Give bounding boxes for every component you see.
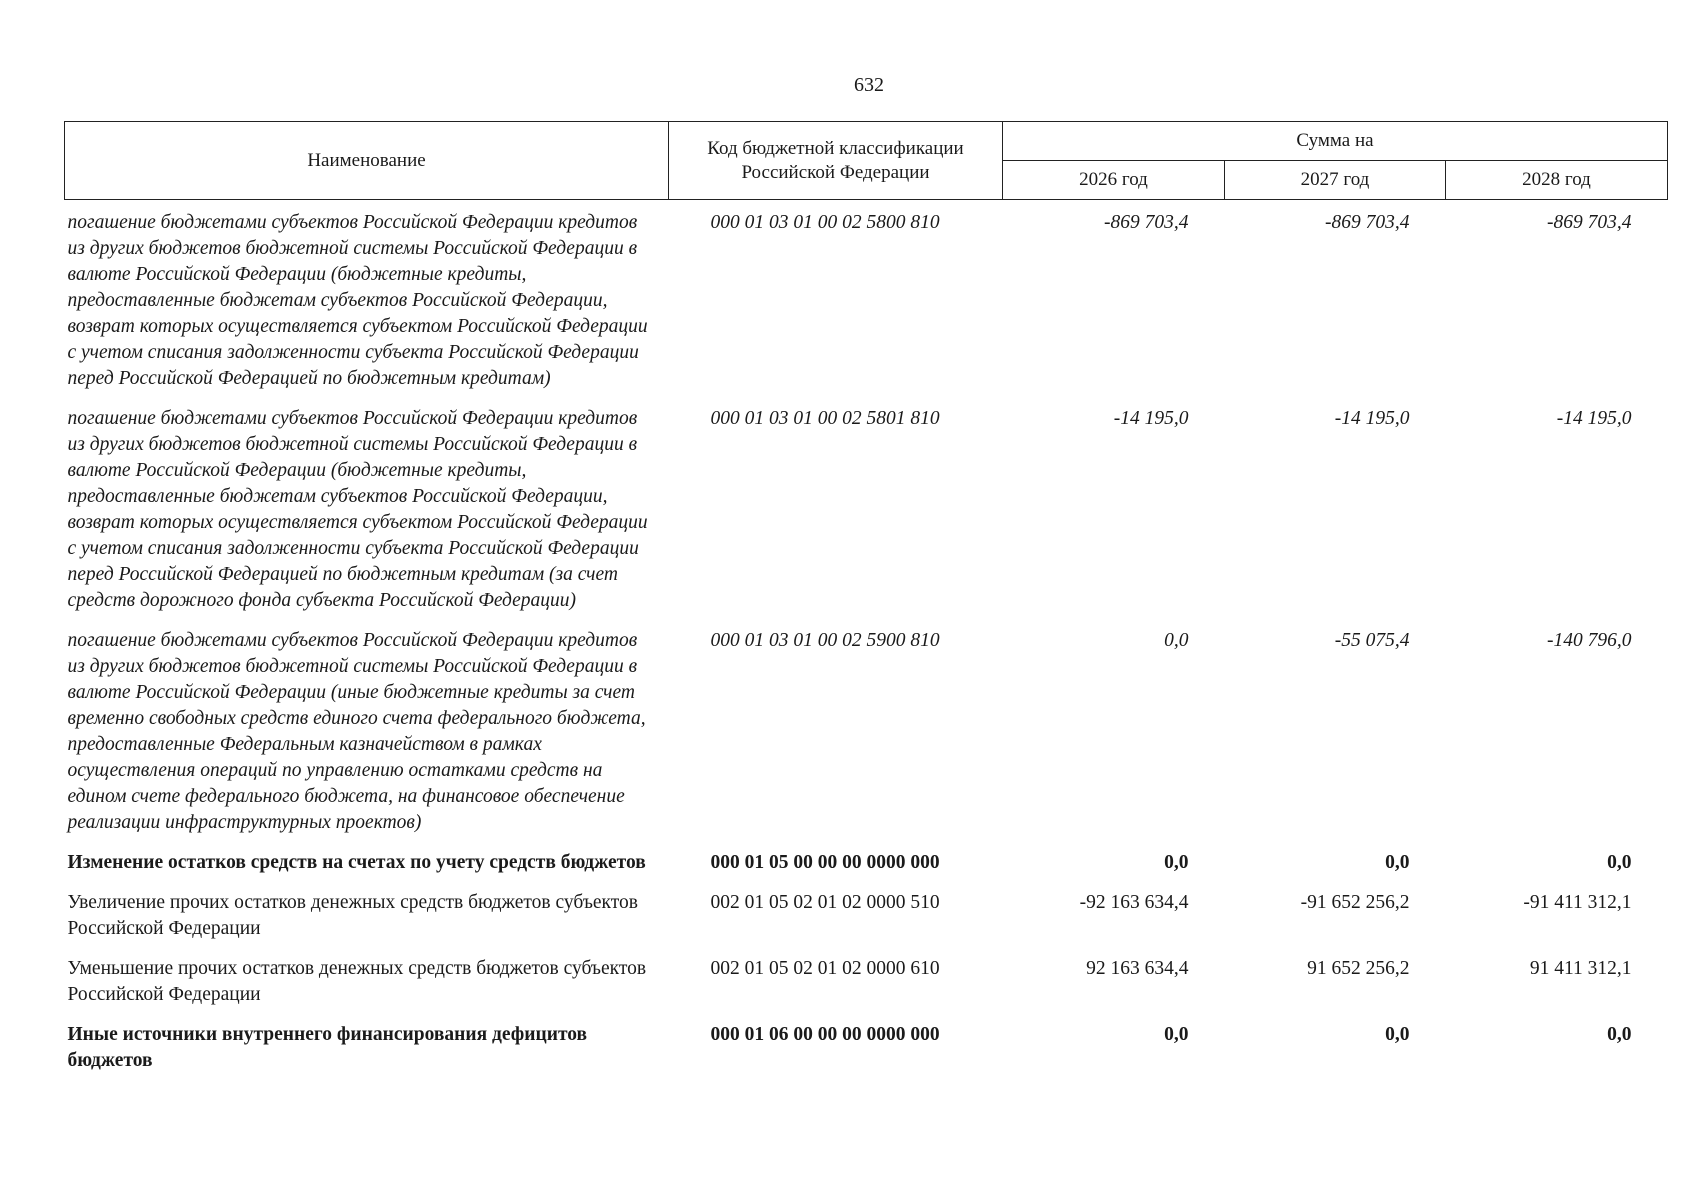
page-number: 632: [854, 74, 884, 96]
table-row: [65, 946, 1668, 1012]
table-header: [65, 122, 1668, 200]
row-value-2027: 0,0: [1385, 852, 1410, 873]
row-value-2027: -91 652 256,2: [1300, 892, 1410, 913]
row-value-2027: -14 195,0: [1334, 408, 1410, 429]
row-code: 002 01 05 02 01 02 0000 510: [710, 892, 940, 913]
row-code: 002 01 05 02 01 02 0000 610: [710, 958, 940, 979]
row-name: Уменьшение прочих остатков денежных средств бюджетов субъектов Российской Федерации: [67, 958, 647, 1005]
row-value-2026: -14 195,0: [1113, 408, 1189, 429]
row-code: 000 01 03 01 00 02 5900 810: [710, 630, 940, 651]
budget-table: [64, 121, 1668, 1078]
row-name: Изменение остатков средств на счетах по учету средств бюджетов: [67, 852, 646, 873]
header-year-2028: 2028 год: [1446, 161, 1668, 200]
row-value-2028: -140 796,0: [1547, 630, 1632, 651]
table-row: [65, 880, 1668, 946]
table-row: [65, 1012, 1668, 1078]
row-value-2026: 0,0: [1164, 852, 1189, 873]
row-value-2026: 0,0: [1164, 1024, 1189, 1045]
row-value-2027: 91 652 256,2: [1307, 958, 1410, 979]
row-value-2028: 91 411 312,1: [1529, 958, 1632, 979]
row-value-2028: -91 411 312,1: [1523, 892, 1632, 913]
header-sum-on: Сумма на: [1003, 122, 1668, 161]
table-row: [65, 840, 1668, 880]
row-value-2026: -92 163 634,4: [1079, 892, 1189, 913]
row-name: погашение бюджетами субъектов Российской Федерации кредитов из других бюджетов бюджетной системы Российской Федерации в валюте Российской Федерации (бюджетные кредиты, предоставленные бюджетам субъектов Российской Федерации, возврат которых осуществляется субъектом Российской Федерации с учетом списания задолженности субъекта Российской Федерации перед Российской Федерацией по бюджетным кредитам): [67, 212, 648, 389]
row-value-2027: -55 075,4: [1334, 630, 1410, 651]
row-value-2028: 0,0: [1607, 852, 1632, 873]
row-code: 000 01 05 00 00 00 0000 000: [710, 852, 940, 873]
row-value-2028: -869 703,4: [1547, 212, 1632, 233]
row-value-2028: 0,0: [1607, 1024, 1632, 1045]
row-value-2026: -869 703,4: [1104, 212, 1189, 233]
row-code: 000 01 03 01 00 02 5800 810: [710, 212, 940, 233]
row-value-2027: 0,0: [1385, 1024, 1410, 1045]
table-row: [65, 200, 1668, 397]
row-name: погашение бюджетами субъектов Российской Федерации кредитов из других бюджетов бюджетной системы Российской Федерации в валюте Российской Федерации (бюджетные кредиты, предоставленные бюджетам субъектов Российской Федерации, возврат которых осуществляется субъектом Российской Федерации с учетом списания задолженности субъекта Российской Федерации перед Российской Федерацией по бюджетным кредитам (за счет средств дорожного фонда субъекта Российской Федерации): [67, 408, 648, 611]
row-value-2026: 0,0: [1164, 630, 1189, 651]
table-body: [65, 200, 1668, 1079]
budget-table-container: [64, 121, 1667, 1078]
row-name: Увеличение прочих остатков денежных средств бюджетов субъектов Российской Федерации: [67, 892, 638, 939]
row-value-2027: -869 703,4: [1325, 212, 1410, 233]
row-name: Иные источники внутреннего финансирования дефицитов бюджетов: [67, 1024, 588, 1071]
header-name: Наименование: [65, 122, 669, 200]
table-row: [65, 618, 1668, 840]
row-code: 000 01 06 00 00 00 0000 000: [710, 1024, 940, 1045]
header-year-2026: 2026 год: [1003, 161, 1225, 200]
row-code: 000 01 03 01 00 02 5801 810: [710, 408, 940, 429]
header-year-2027: 2027 год: [1225, 161, 1446, 200]
row-name: погашение бюджетами субъектов Российской Федерации кредитов из других бюджетов бюджетной системы Российской Федерации в валюте Российской Федерации (иные бюджетные кредиты за счет временно свободных средств единого счета федерального бюджета, предоставленные Федеральным казначейством в рамках осуществления операций по управлению остатками средств на едином счете федерального бюджета, на финансовое обеспечение реализации инфраструктурных проектов): [67, 630, 646, 833]
row-value-2028: -14 195,0: [1556, 408, 1632, 429]
header-code: Код бюджетной классификации Российской Федерации: [669, 122, 1003, 200]
table-row: [65, 396, 1668, 618]
row-value-2026: 92 163 634,4: [1086, 958, 1189, 979]
